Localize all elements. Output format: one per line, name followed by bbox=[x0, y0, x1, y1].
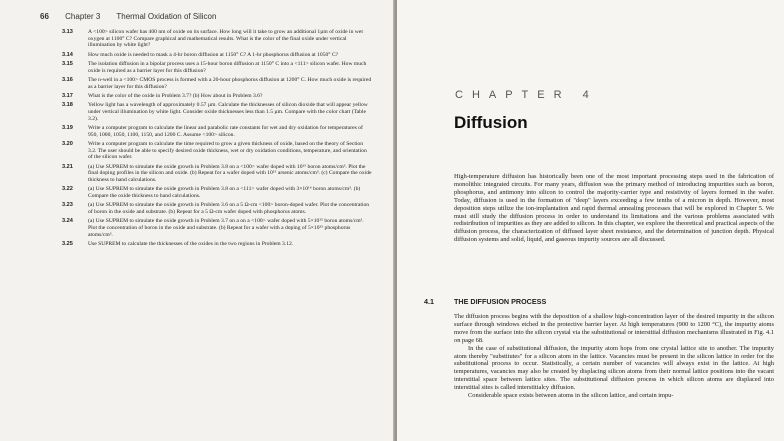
running-header bbox=[40, 12, 216, 21]
problem-text: How much oxide is needed to mask a 4-hr boron diffusion at 1150° C? A 1-hr phosphorus diffusion at 1050° C? bbox=[88, 51, 339, 58]
problem-text: The n-well in a <100> CMOS process is formed with a 20-hour phosphorus diffusion at 1200° C. How much oxide is required as a barrier layer for this diffusion? bbox=[88, 77, 372, 90]
chapter-label: CHAPTER 4 bbox=[455, 89, 598, 101]
problem-number: 3.13 bbox=[62, 29, 73, 35]
problem-item bbox=[62, 77, 372, 90]
problem-number: 3.20 bbox=[62, 141, 73, 147]
problem-text: What is the color of the oxide in Problem 3.7? (b) How about in Problem 3.6? bbox=[88, 93, 263, 99]
problem-number: 3.25 bbox=[62, 241, 73, 248]
problem-item bbox=[62, 202, 372, 215]
problem-text: A <100> silicon wafer has 400 nm of oxide on its surface. How long will it take to grow an additional 1µm of oxide in wet oxygen at 1100° C? Compare graphical and mathematical results. What is the color of the final oxide under vertical illumination by white light? bbox=[88, 29, 363, 49]
problem-number: 3.21 bbox=[62, 163, 73, 170]
problem-text: Write a computer program to calculate the time required to grow a given thickness of oxide, based on the theory of Section 3.2. The user should be able to specify desired oxide thickness, wet or dry oxidation conditions, temperature, and orientation of the silicon wafer. bbox=[88, 141, 367, 161]
chapter-title: Diffusion bbox=[454, 113, 528, 132]
problem-item bbox=[62, 93, 372, 100]
problem-item bbox=[62, 141, 372, 161]
problem-text: (a) Use SUPREM to simulate the oxide growth in Problem 3.8 on a <100> wafer doped with 10¹⁵ boron atoms/cm³. Plot the final doping profiles in the silicon and oxide. (b) Repeat for a wafer doped with 10¹⁵ arsenic atoms/cm³. (c) Compare the oxide thickness to hand calculations. bbox=[88, 163, 372, 184]
problem-text: Yellow light has a wavelength of approximately 0.57 µm. Calculate the thicknesses of silicon dioxide that will appear yellow under vertical illumination by white light. Consider oxide thicknesses less than 1.5 µm. Compare with the color chart (Table 3.2). bbox=[88, 102, 368, 122]
section-number: 4.1 bbox=[424, 297, 434, 306]
problem-number: 3.15 bbox=[62, 61, 73, 67]
problem-text: Use SUPREM to calculate the thicknesses of the oxides in the two regions in Problem 3.12. bbox=[88, 241, 294, 248]
running-chapter-title: Thermal Oxidation of Silicon bbox=[116, 12, 217, 21]
problem-item bbox=[62, 164, 372, 184]
problem-item bbox=[62, 61, 372, 74]
problem-number: 3.18 bbox=[62, 102, 73, 109]
problem-text: The isolation diffusion in a bipolar process uses a 15-hour boron diffusion at 1150° C into a <111> silicon wafer. How much oxide is required as a barrier layer for this diffusion? bbox=[88, 61, 367, 74]
problem-item bbox=[62, 52, 372, 59]
body-paragraph: In the case of substitutional diffusion, the impurity atom hops from one crystal lattice site to another. The impurity atom thereby "substitutes" for a silicon atom in the lattice. Vacancies must be present in the silicon lattice in order for the substitutional process to occur. Statistically, a certain number of vacancies will always exist in the lattice. At high temperatures, vacancies may also be created by displacing silicon atoms from their normal lattice positions into the vacant interstitial space between lattice sites. The substitutional diffusion process in which silicon atoms are displaced into interstitial sites is called interstitialcy diffusion. bbox=[454, 344, 774, 392]
problem-number: 3.14 bbox=[62, 51, 73, 58]
intro-paragraph: High-temperature diffusion has historically been one of the most important processing steps used in the fabrication of monolithic integrated circuits. For many years, diffusion was the primary method of introducing impurities such as boron, phosphorus, and antimony into silicon to control the majority-carrier type and resistivity of layers formed in the wafer. Today, diffusion is used in the formation of "deep" layers exceeding a few tenths of a micron in depth. However, most deposition steps utilize the ion-implantation and rapid thermal annealing processes that will be explored in Chapter 5. We must still study the diffusion process in order to understand its limitations and the various problems associated with redistribution of impurities as they are added to silicon. In this chapter, we explore the theoretical and practical aspects of the diffusion process, the characterization of diffused layer sheet resistance, and the determination of junction depth. Physical diffusion systems and solid, liquid, and gaseous impurity sources are all discussed. bbox=[454, 173, 774, 244]
problem-item bbox=[62, 102, 372, 122]
problem-item bbox=[62, 29, 372, 49]
problem-list bbox=[62, 29, 372, 250]
problem-number: 3.16 bbox=[62, 77, 73, 83]
problem-number: 3.19 bbox=[62, 125, 73, 131]
problem-item bbox=[62, 241, 372, 248]
problem-text: (a) Use SUPREM to simulate the oxide growth in Problem 3.7 on a on a <100> wafer doped with 5×10¹⁵ boron atoms/cm³. Plot the concentration of boron in the oxide and substrate. (b) Repeat for a wafer with a doping of 5×10¹⁵ phosphorus atoms/cm³. bbox=[88, 218, 364, 238]
problem-text: Write a computer program to calculate the linear and parabolic rate constants for wet and dry oxidation for temperatures of 950, 1000, 1050, 1100, 1150, and 1200 C. Assume <100> silicon. bbox=[88, 125, 363, 138]
problem-number: 3.17 bbox=[62, 93, 73, 99]
section-title: THE DIFFUSION PROCESS bbox=[454, 297, 547, 306]
body-paragraph: The diffusion process begins with the deposition of a shallow high-concentration layer of the desired impurity in the silicon surface through windows etched in the protective barrier layer. At high temperatures (900 to 1200 °C), the impurity atoms move from the surface into the silicon crystal via the substitutional or interstitial diffusion mechanisms illustrated in Fig. 4.1 on page 68. bbox=[454, 313, 774, 344]
problem-number: 3.22 bbox=[62, 186, 73, 193]
problem-text: (a) Use SUPREM to simulate the oxide growth in Problem 3.8 on a <111> wafer doped with 3×10¹⁶ boron atoms/cm³. (b) Compare the oxide thickness to hand calculations. bbox=[88, 186, 361, 200]
problem-item bbox=[62, 125, 372, 138]
running-chapter-label: Chapter 3 bbox=[65, 12, 101, 21]
problem-number: 3.24 bbox=[62, 218, 73, 225]
problem-item bbox=[62, 186, 372, 199]
problem-text: (a) Use SUPREM to simulate the oxide growth in Problem 3.6 on a 5 Ω-cm <100> boron-doped wafer. Plot the concentration of boron in the oxide and substrate. (b) Repeat for a 5 Ω-cm wafer doped with phosphorus atoms. bbox=[88, 202, 370, 216]
section-body bbox=[454, 313, 774, 400]
problem-number: 3.23 bbox=[62, 202, 73, 209]
body-paragraph: Considerable space exists between atoms in the silicon lattice, and certain impu- bbox=[468, 392, 674, 400]
problem-item bbox=[62, 218, 372, 238]
page-number: 66 bbox=[40, 12, 49, 21]
